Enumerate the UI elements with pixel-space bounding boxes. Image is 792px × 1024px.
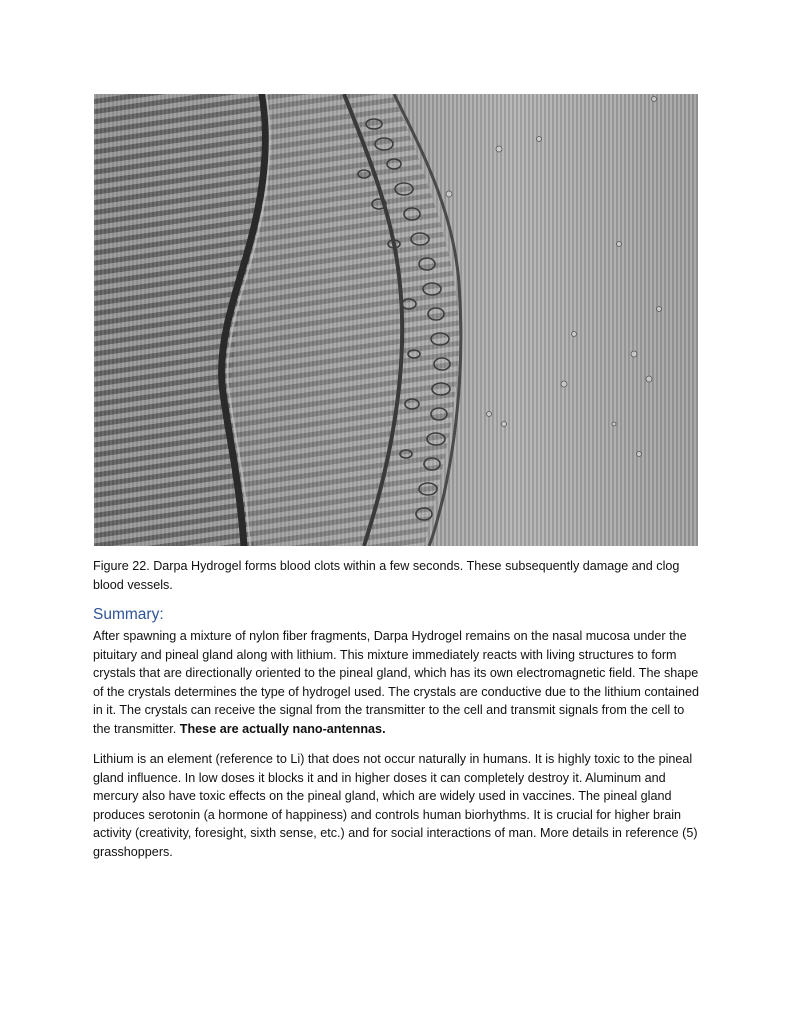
figure-caption: Figure 22. Darpa Hydrogel forms blood clots within a few seconds. These subsequently damage and clog blood vessels.	[93, 559, 680, 592]
microscope-figure-image	[94, 94, 698, 546]
summary-paragraph-2: Lithium is an element (reference to Li) that does not occur naturally in humans. It is highly toxic to the pineal gland influence. In low doses it blocks it and in higher doses it can completely destroy it. Aluminum and mercury also have toxic effects on the pineal gland, which are widely used in vaccines. The pineal gland produces serotonin (a hormone of happiness) and controls human biorhythms. It is crucial for higher brain activity (creativity, foresight, sixth sense, etc.) and for social interactions of man. More details in reference (5) grasshoppers.	[93, 752, 698, 859]
summary-heading: Summary:	[93, 606, 164, 623]
summary-paragraph-1-text: After spawning a mixture of nylon fiber fragments, Darpa Hydrogel remains on the nasal mucosa under the pituitary and pineal gland along with lithium. This mixture immediately reacts with living structures to form crystals that are directionally oriented to the pineal gland, which has its own electromagnetic field. The shape of the crystals determines the type of hydrogel used. The crystals are conductive due to the lithium contained in it. The crystals can receive the signal from the transmitter to the cell and transmit signals from the cell to the transmitter.	[93, 629, 700, 736]
microscope-image-graphic	[94, 94, 698, 546]
summary-paragraph-1	[93, 627, 699, 739]
summary-paragraph-1-bold: These are actually nano-antennas.	[179, 721, 386, 736]
